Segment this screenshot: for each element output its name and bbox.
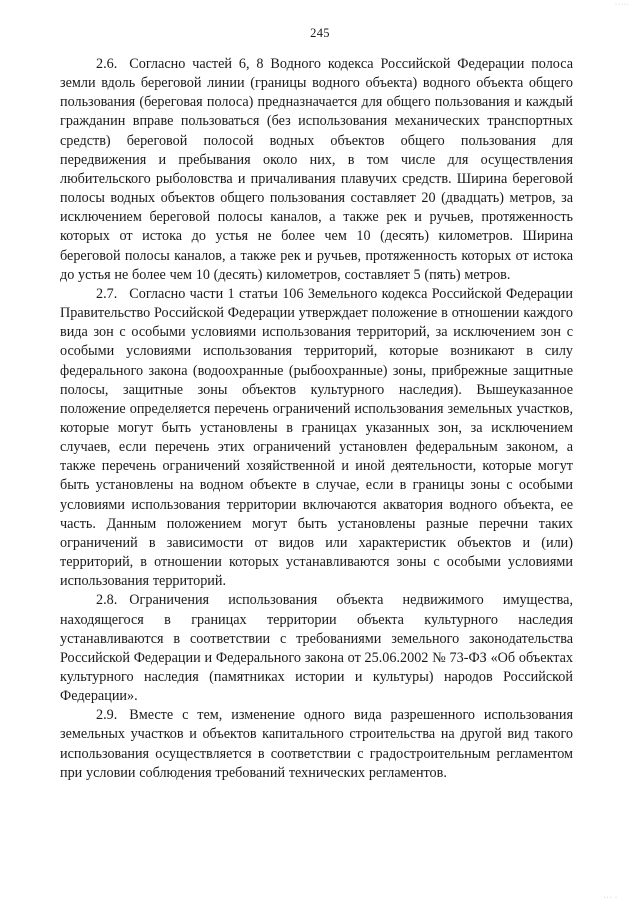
paragraph-2-8 [60,591,573,706]
paragraph-2-6 [60,55,573,285]
paragraph-2-7 [60,285,573,592]
paragraph-number: 2.9. [96,707,118,724]
page-number: 245 [310,26,330,40]
paragraph-number: 2.7. [96,285,118,302]
paragraph-text: Согласно частей 6, 8 Водного кодекса Российской Федерации полоса земли вдоль береговой линии (границы водного объекта) водного объекта общего пользования (береговая полоса) предназначается для общего пользования и каждый гражданин вправе пользоваться (без использования механических транспортных средств) береговой полосой водных объектов общего пользования для передвижения и пребывания около них, в том числе для осуществления любительского рыболовства и причаливания плавучих средств. Ширина береговой полосы водных объектов общего пользования составляет 20 (двадцать) метров, за исключением береговой полосы каналов, а также рек и ручьев, протяженность которых от истока до устья не более чем 10 (десять) километров. Ширина береговой полосы каналов, а также рек и ручьев, протяженность которых от истока до устья не более чем 10 (десять) километров, составляет 5 (пять) метров. [60,56,573,283]
scan-corner-mark-bottom: ··· · [603,895,618,901]
paragraph-number: 2.6. [96,56,118,72]
paragraph-text: Согласно части 1 статьи 106 Земельного кодекса Российской Федерации Правительство Российской Федерации утверждает положение в отношении каждого вида зон с особыми условиями использования территорий, за исключением зон с особыми условиями использования территорий, которые возникают в силу федерального закона (водоохранные (рыбоохранные) зоны, прибрежные защитные полосы, защитные зоны объектов культурного наследия). Вышеуказанное положение определяется перечень ограничений использования земельных участков, которые могут быть установлены в границах указанных зон, за исключением случаев, если перечень этих ограничений установлен федеральным законом, а также перечень ограничений хозяйственной и иной деятельности, которые могут быть установлены на водном объекте в случае, если в границы зоны с особыми условиями использования территории включаются акватория водного объекта, ее часть. Данным положением могут быть установлены разные перечни таких ограничений в зависимости от видов или характеристик объектов и (или) территорий, в отношении которых устанавливаются зоны с особыми условиями использования территорий. [60,285,573,590]
scan-corner-mark: ····· [615,2,630,8]
paragraph-text: Ограничения использования объекта недвижимого имущества, находящегося в границах территории объекта культурного наследия устанавливаются в соответствии с требованиями земельного законодательства Российской Федерации и Федерального закона от 25.06.2002 № 73-ФЗ «Об объектах культурного наследия (памятниках истории и культуры) народов Российской Федерации». [60,592,573,705]
paragraph-number: 2.8. [96,592,118,609]
document-body [60,55,573,783]
paragraph-2-9 [60,706,573,783]
paragraph-text: Вместе с тем, изменение одного вида разрешенного использования земельных участков и объектов капитального строительства на другой вид такого использования осуществляется в соответствии с градостроительным регламентом при условии соблюдения требований технических регламентов. [60,707,573,781]
